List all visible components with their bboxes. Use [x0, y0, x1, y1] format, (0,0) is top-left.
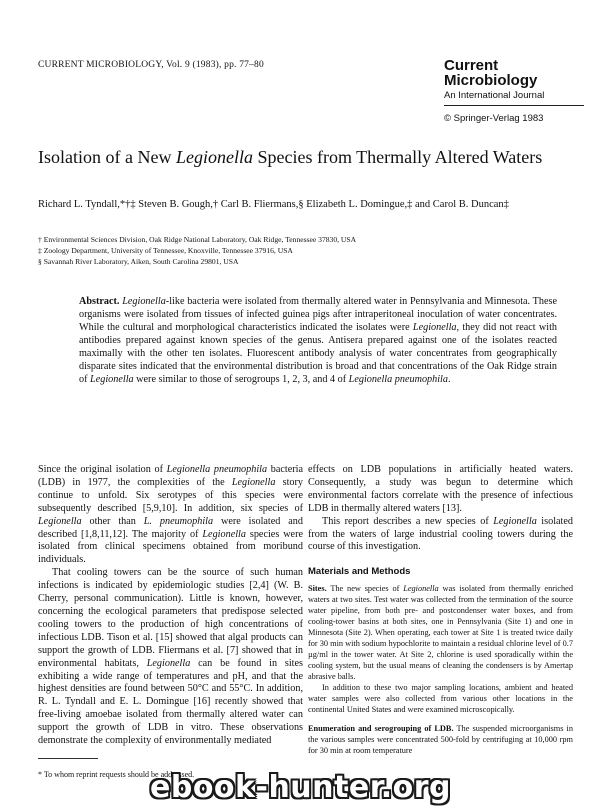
affiliations: [38, 234, 568, 267]
sites-paragraph-2: In addition to these two major sampling locations, ambient and heated water samples were also collected from various other locations in the continental United States and were examined microscopically.: [308, 683, 573, 715]
author-list: Richard L. Tyndall,*†‡ Steven B. Gough,† Carl B. Fliermans,§ Elizabeth L. Domingue,‡ and Carol B. Duncan‡: [38, 199, 509, 210]
footnote-divider: [38, 758, 98, 759]
watermark: ebook-hunter.org: [150, 770, 451, 805]
affiliation-1: † Environmental Sciences Division, Oak Ridge National Laboratory, Oak Ridge, Tennessee 37830, USA: [38, 235, 357, 244]
section-heading-methods: Materials and Methods: [308, 566, 411, 578]
enumeration-paragraph: Enumeration and serogrouping of LDB. The suspended microorganisms in the various samples were concentrated 500-fold by centrifuging at 10,000 rpm for 30 min at room temperature: [308, 724, 573, 756]
abstract-label: Abstract.: [79, 296, 120, 307]
body-column-right: [308, 464, 573, 756]
intro-paragraph-3: effects on LDB populations in artificially heated waters. Consequently, a study was begun to determine which environmental factors correlate with the presence of infectious LDB in thermally altered waters [13].: [308, 464, 573, 514]
body-column-left: [38, 464, 303, 748]
abstract: Abstract. Legionella-like bacteria were isolated from thermally altered water in Pennsylvania and Minnesota. These organisms were isolated from tissues of infected guinea pigs after intraperitoneal inoculation of water concentrates. While the cultural and morphological characteristics indicated the isolates were Legionella, they did not react with antibodies prepared against known species of the genus. Antisera prepared against one of the isolates reacted maximally with the other ten isolates. Fluorescent antibody analysis of water concentrates from geographically disparate sites indicated that the environmental distribution is broad and that concentrations of the Oak Ridge strain of Legionella were similar to those of serogroups 1, 2, 3, and 4 of Legionella pneumophila.: [79, 296, 557, 385]
journal-name-line2: Microbiology: [444, 72, 538, 89]
article-title: Isolation of a New Legionella Species from Thermally Altered Waters: [38, 147, 543, 167]
intro-paragraph-2: That cooling towers can be the source of such human infections is indicated by epidemiologic studies [2,4] (W. B. Cherry, personal communication). Little is known, however, concerning the ecological parameters that predispose selected cooling towers to the production of high concentrations of infectious LDB. Tison et al. [15] showed that algal products can support the growth of LDB. Fliermans et al. [7] showed that in environmental habitats, Legionella can be found in sites exhibiting a wide range of temperatures and pH, and that the highest densities are found between 50°C and 55°C. In addition, R. L. Tyndall and E. L. Domingue [16] recently showed that free-living amoebae isolated from thermally altered water can support the growth of LDB in vitro. These observations demonstrate the complexity of environmentally mediated: [38, 567, 303, 747]
intro-paragraph-1: Since the original isolation of Legionella pneumophila bacteria (LDB) in 1977, the complexities of the Legionella story continue to unfold. Six serotypes of this species were subsequently described [5,9,10]. In addition, six species of Legionella other than L. pneumophila were isolated and described [1,8,11,12]. The majority of Legionella species were isolated from clinical specimens obtained from moribund individuals.: [38, 464, 303, 566]
masthead-divider: [444, 105, 584, 106]
running-head: CURRENT MICROBIOLOGY, Vol. 9 (1983), pp. 77–80: [38, 60, 264, 70]
affiliation-2: ‡ Zoology Department, University of Tennessee, Knoxville, Tennessee 37916, USA: [38, 246, 293, 255]
footnote: * To whom reprint requests should be addressed.: [38, 770, 195, 779]
journal-masthead: [444, 58, 584, 124]
copyright-notice: © Springer-Verlag 1983: [444, 113, 544, 124]
journal-name-line1: Current: [444, 57, 499, 74]
intro-paragraph-4: This report describes a new species of Legionella isolated from the waters of large industrial cooling towers during the course of this investigation.: [308, 515, 573, 553]
affiliation-3: § Savannah River Laboratory, Aiken, South Carolina 29801, USA: [38, 257, 239, 266]
journal-subtitle: An International Journal: [444, 90, 545, 101]
methods-text: [308, 583, 573, 756]
sites-paragraph: Sites. The new species of Legionella was isolated from thermally enriched waters at two sites. Test water was collected from the termination of the source water pipeline, from both pre- and postcondenser water boxes, and from cooling-tower basins at both sites, one in Pennsylvania (Site 1) and one in Minnesota (Site 2). When operating, each tower at Site 1 is treated twice daily for 30 min with sodium hypochlorite to maintain a residual chlorine level of 0.7 µg/ml in the tower water. At Site 2, chlorine is used sporadically within the cooling system, but the usual means of cleaning the condensers is by Amertap abrasive balls.: [308, 584, 573, 682]
